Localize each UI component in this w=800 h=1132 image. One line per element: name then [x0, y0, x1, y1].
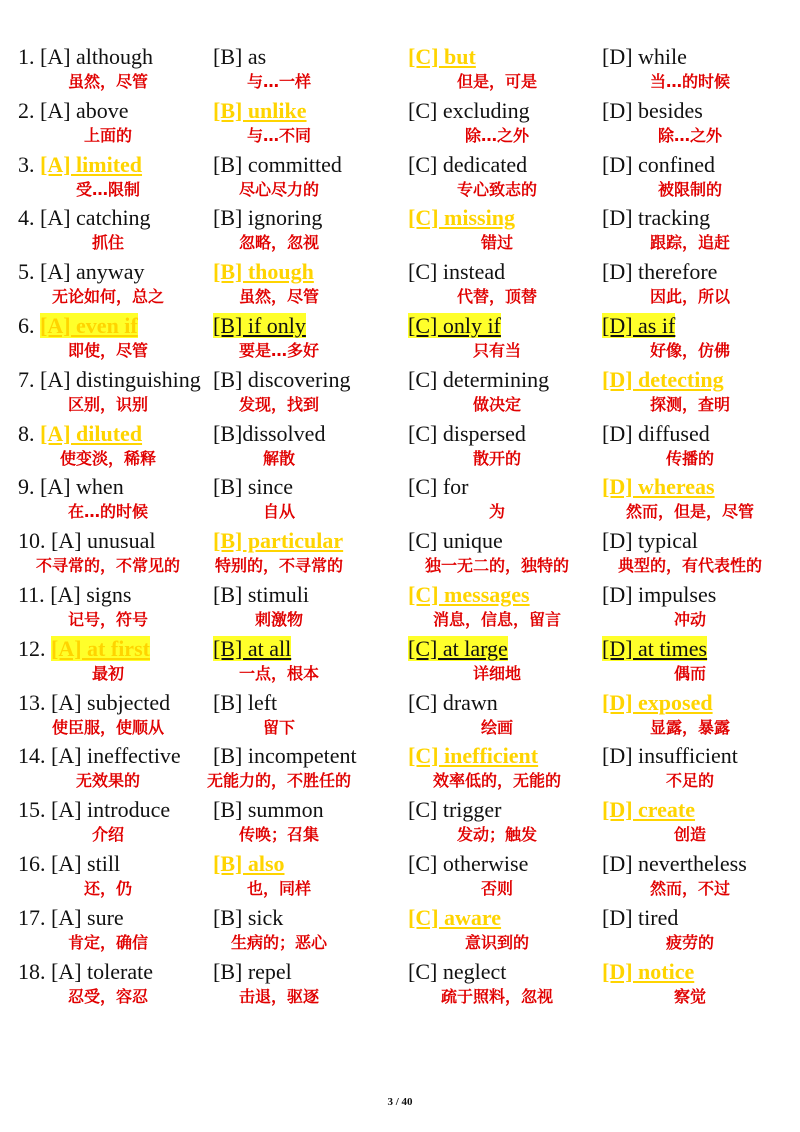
option-text: [A] signs [50, 582, 132, 607]
question-number: 5. [18, 259, 35, 285]
chinese-translation: 区别，识别 [67, 394, 149, 414]
chinese-translation: 探测，查明 [649, 394, 731, 414]
option-text: [B] incompetent [213, 743, 357, 769]
chinese-translation: 因此，所以 [649, 287, 731, 307]
chinese-translation: 疏于照料，忽视 [440, 986, 554, 1006]
option-cell [408, 861, 608, 952]
option-text: [B] sick [213, 904, 284, 930]
option-text: [D] besides [602, 97, 703, 123]
option-text: [C] instead [408, 259, 506, 285]
question-number: 14. [18, 743, 46, 769]
chinese-translation: 使臣服，使顺从 [51, 717, 165, 737]
option-cell [206, 699, 413, 791]
chinese-translation: 否则 [480, 879, 514, 898]
chinese-translation: 散开的 [472, 448, 522, 468]
option-cell [18, 592, 218, 683]
chinese-translation: 消息，信息，留言 [432, 610, 562, 629]
option-cell [213, 269, 413, 360]
option-english [18, 959, 153, 985]
chinese-translation: 忍受，容忍 [67, 986, 149, 1006]
option-cell [408, 430, 608, 522]
question-number: 8. [18, 420, 35, 446]
chinese-translation: 创造 [673, 825, 707, 845]
chinese-translation: 察觉 [673, 986, 707, 1006]
option-cell [18, 430, 218, 522]
chinese-translation: 生病的；恶心 [230, 932, 328, 952]
option-text: [B] discovering [213, 366, 351, 392]
question-number: 16. [18, 851, 46, 876]
option-text: [C] determining [408, 366, 550, 392]
option-cell [408, 323, 608, 414]
correct-answer-text: [B] though [213, 259, 314, 285]
chinese-translation: 代替，顶替 [456, 287, 538, 307]
chinese-translation: 受…限制 [75, 179, 141, 199]
question-number: 11. [18, 582, 45, 607]
option-text: [A] above [40, 97, 129, 123]
chinese-translation: 无论如何，总之 [51, 287, 165, 307]
chinese-translation: 传唤；召集 [238, 825, 320, 845]
chinese-translation: 除…之外 [464, 125, 530, 145]
chinese-translation: 也，同样 [246, 879, 312, 898]
option-cell [213, 54, 413, 145]
option-cell [408, 699, 608, 791]
option-cell [18, 807, 218, 898]
chinese-translation: 不足的 [665, 771, 715, 791]
option-cell [213, 430, 413, 522]
option-cell [408, 108, 608, 199]
correct-answer-text: [D] notice [602, 958, 695, 984]
option-text: [B] if only [213, 313, 306, 338]
question-number: 3. [18, 151, 35, 177]
chinese-translation: 要是…多好 [238, 341, 320, 360]
chinese-translation: 做决定 [472, 394, 522, 414]
option-cell [408, 915, 608, 1006]
option-text: [B] stimuli [213, 582, 309, 607]
option-cell [408, 646, 608, 737]
chinese-translation: 与…不同 [246, 125, 312, 145]
option-cell [602, 753, 800, 845]
option-text: [D] at times [602, 635, 708, 661]
option-text: [A] although [40, 44, 154, 69]
option-text: [D] tracking [602, 205, 711, 231]
correct-answer-text: [D] whereas [602, 474, 715, 500]
chinese-translation: 特别的，不寻常的 [214, 556, 344, 576]
option-cell [213, 161, 413, 253]
option-cell [602, 915, 800, 1006]
chinese-translation: 好像，仿佛 [649, 341, 731, 360]
question-number: 12. [18, 635, 46, 661]
option-cell [18, 538, 218, 629]
chinese-translation: 忽略，忽视 [238, 233, 320, 253]
option-cell [213, 538, 413, 629]
correct-answer-text: [B] unlike [213, 97, 307, 123]
option-text: [B] as [213, 44, 267, 69]
chinese-translation: 跟踪，追赶 [649, 233, 731, 253]
option-cell [602, 0, 800, 91]
option-text: [D] typical [602, 528, 698, 554]
option-text: [C] dispersed [408, 420, 526, 446]
chinese-translation: 专心致志的 [456, 179, 538, 199]
option-cell [602, 108, 800, 199]
chinese-translation: 典型的，有代表性的 [617, 556, 763, 576]
option-text: [D] impulses [602, 582, 717, 607]
chinese-translation: 被限制的 [657, 179, 723, 199]
option-text: [A] ineffective [51, 743, 181, 769]
option-cell [18, 54, 218, 145]
chinese-translation: 独一无二的，独特的 [424, 556, 570, 576]
option-text: [C] trigger [408, 797, 502, 823]
option-text: [B] at all [213, 635, 292, 661]
correct-answer-text: [D] exposed [602, 689, 713, 715]
option-text: [B] ignoring [213, 205, 323, 231]
option-cell [602, 377, 800, 468]
option-text: [B] summon [213, 797, 324, 823]
chinese-translation: 不寻常的，不常见的 [35, 556, 181, 576]
question-number: 1. [18, 44, 35, 69]
chinese-translation: 自从 [262, 502, 296, 522]
chinese-translation: 为 [488, 502, 506, 522]
option-cell [408, 538, 608, 629]
correct-answer-text: [B] also [213, 851, 285, 876]
option-cell [602, 269, 800, 360]
option-text: [D] as if [602, 313, 676, 338]
option-cell [18, 161, 218, 253]
option-text: [B] since [213, 474, 294, 500]
option-cell [408, 215, 608, 307]
correct-answer-text: [A] even if [40, 313, 138, 338]
option-cell [602, 54, 800, 145]
option-text: [B] left [213, 689, 278, 715]
chinese-translation: 然而，不过 [649, 879, 731, 898]
option-text: [A] distinguishing [40, 366, 201, 392]
question-number: 9. [18, 474, 35, 500]
option-cell [213, 108, 413, 199]
option-cell [18, 377, 218, 468]
option-cell [602, 430, 800, 522]
option-text: [A] unusual [51, 528, 156, 554]
option-text: [B] committed [213, 151, 342, 177]
option-cell [213, 323, 413, 414]
chinese-translation: 错过 [480, 233, 514, 253]
option-text: [A] anyway [40, 259, 145, 285]
option-text: [C] excluding [408, 97, 530, 123]
option-text: [A] introduce [51, 797, 171, 823]
chinese-translation: 即使，尽管 [67, 341, 149, 360]
correct-answer-text: [C] missing [408, 205, 515, 231]
chinese-translation: 抓住 [91, 233, 125, 253]
chinese-translation: 在…的时候 [67, 502, 149, 522]
chinese-translation: 一点，根本 [238, 663, 320, 683]
option-english [602, 959, 694, 985]
chinese-translation: 意识到的 [464, 932, 530, 952]
option-cell [602, 861, 800, 952]
option-cell [18, 753, 218, 845]
correct-answer-text: [C] aware [408, 904, 502, 930]
option-cell [18, 0, 218, 91]
option-english [213, 959, 292, 985]
correct-answer-text: [A] limited [40, 151, 143, 177]
option-text: [D] therefore [602, 259, 718, 285]
option-cell [213, 0, 413, 91]
chinese-translation: 介绍 [91, 825, 125, 845]
option-cell [408, 753, 608, 845]
option-cell [213, 753, 413, 845]
option-cell [602, 161, 800, 253]
option-text: [B]dissolved [213, 420, 326, 446]
option-text: [A] subjected [51, 689, 171, 715]
option-text: [C] for [408, 474, 469, 500]
chinese-translation: 偶而 [673, 663, 707, 683]
option-cell [602, 646, 800, 737]
option-cell [602, 538, 800, 629]
chinese-translation: 绘画 [480, 717, 514, 737]
chinese-translation: 无能力的，不胜任的 [206, 771, 352, 791]
chinese-translation: 使变淡，稀释 [59, 448, 157, 468]
option-cell [602, 699, 800, 791]
chinese-translation: 效率低的，无能的 [432, 771, 562, 791]
option-cell [408, 592, 608, 683]
option-cell [602, 323, 800, 414]
chinese-translation: 疲劳的 [665, 932, 715, 952]
option-cell [18, 699, 218, 791]
option-text: [C] otherwise [408, 851, 529, 876]
option-cell [602, 215, 800, 307]
chinese-translation: 上面的 [83, 125, 133, 145]
option-cell [18, 861, 218, 952]
correct-answer-text: [D] detecting [602, 366, 724, 392]
option-cell [602, 807, 800, 898]
question-number: 17. [18, 904, 46, 930]
chinese-translation: 显露，暴露 [649, 717, 731, 737]
option-cell [18, 646, 218, 737]
option-text: [B] repel [213, 958, 292, 984]
chinese-translation: 记号，符号 [67, 610, 149, 629]
chinese-translation: 肯定，确信 [67, 932, 149, 952]
option-text: [A] still [51, 851, 121, 876]
option-text: [A] catching [40, 205, 151, 231]
option-cell [213, 377, 413, 468]
option-english [408, 959, 506, 985]
chinese-translation: 虽然，尽管 [67, 72, 149, 91]
correct-answer-text: [C] messages [408, 582, 530, 607]
chinese-translation: 发现，找到 [238, 394, 320, 414]
chinese-translation: 尽心尽力的 [238, 179, 320, 199]
chinese-translation: 最初 [91, 663, 125, 683]
option-text: [C] dedicated [408, 151, 528, 177]
question-number: 10. [18, 528, 46, 554]
option-text: [D] tired [602, 904, 679, 930]
chinese-translation: 除…之外 [657, 125, 723, 145]
chinese-translation: 留下 [262, 717, 296, 737]
question-number: 2. [18, 97, 35, 123]
option-cell [213, 915, 413, 1006]
option-text: [D] while [602, 44, 687, 69]
option-cell [408, 484, 608, 576]
chinese-translation: 冲动 [673, 610, 707, 629]
option-cell [213, 592, 413, 683]
option-text: [D] insufficient [602, 743, 738, 769]
option-text: [D] nevertheless [602, 851, 747, 876]
chinese-translation: 只有当 [472, 341, 522, 360]
chinese-translation: 传播的 [665, 448, 715, 468]
option-text: [A] when [40, 474, 124, 500]
option-cell [408, 54, 608, 145]
option-cell [18, 323, 218, 414]
question-number: 15. [18, 797, 46, 823]
option-text: [C] drawn [408, 689, 498, 715]
option-cell [18, 269, 218, 360]
chinese-translation: 发动；触发 [456, 825, 538, 845]
option-text: [A] tolerate [51, 958, 153, 984]
option-text: [C] unique [408, 528, 503, 554]
option-cell [408, 0, 608, 91]
chinese-translation: 虽然，尽管 [238, 287, 320, 307]
option-cell [602, 484, 800, 576]
option-cell [213, 215, 413, 307]
page-number: 3 / 40 [387, 1096, 413, 1108]
question-number: 7. [18, 366, 35, 392]
option-cell [408, 269, 608, 360]
option-cell [408, 377, 608, 468]
option-cell [18, 215, 218, 307]
chinese-translation: 当…的时候 [649, 72, 731, 91]
question-number: 4. [18, 205, 35, 231]
option-cell [18, 915, 218, 1006]
correct-answer-text: [D] create [602, 797, 696, 823]
option-cell [602, 592, 800, 683]
option-text: [D] confined [602, 151, 716, 177]
chinese-translation: 击退，驱逐 [238, 986, 320, 1006]
correct-answer-text: [C] but [408, 44, 476, 69]
correct-answer-text: [A] at first [51, 635, 150, 661]
option-cell [408, 161, 608, 253]
option-text: [C] only if [408, 313, 501, 338]
chinese-translation: 还，仍 [83, 879, 133, 898]
option-text: [D] diffused [602, 420, 710, 446]
correct-answer-text: [A] diluted [40, 420, 143, 446]
question-number: 6. [18, 313, 35, 338]
chinese-translation: 解散 [262, 448, 296, 468]
option-text: [C] at large [408, 635, 508, 661]
option-cell [408, 807, 608, 898]
chinese-translation: 刺激物 [254, 610, 304, 629]
option-cell [213, 861, 413, 952]
question-number: 18. [18, 958, 46, 984]
option-cell [18, 484, 218, 576]
option-cell [213, 646, 413, 737]
question-number: 13. [18, 689, 46, 715]
chinese-translation: 无效果的 [75, 771, 141, 791]
option-cell [213, 484, 413, 576]
option-text: [A] sure [51, 904, 124, 930]
chinese-translation: 然而，但是，尽管 [625, 502, 755, 522]
option-cell [213, 807, 413, 898]
chinese-translation: 与…一样 [246, 72, 312, 91]
chinese-translation: 详细地 [472, 663, 522, 683]
correct-answer-text: [C] inefficient [408, 743, 539, 769]
chinese-translation: 但是，可是 [456, 72, 538, 91]
correct-answer-text: [B] particular [213, 528, 344, 554]
option-text: [C] neglect [408, 958, 507, 984]
option-cell [18, 108, 218, 199]
